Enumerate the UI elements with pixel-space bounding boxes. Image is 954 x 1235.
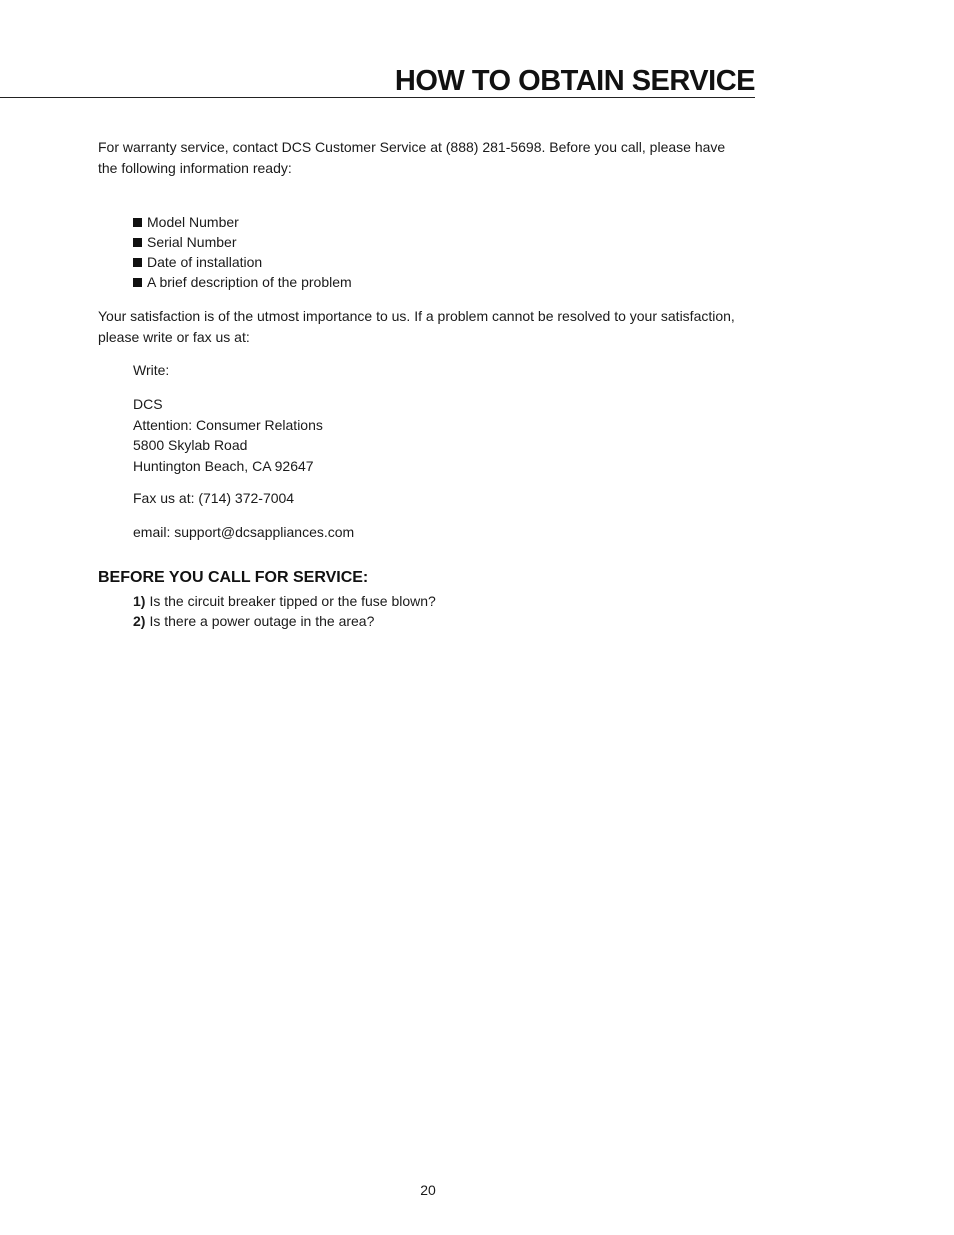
list-item-label: Serial Number <box>147 234 237 250</box>
email-address: email: support@dcsappliances.com <box>133 524 355 540</box>
square-bullet-icon <box>133 278 142 287</box>
checklist-item <box>133 611 436 631</box>
before-service-heading: BEFORE YOU CALL FOR SERVICE: <box>98 569 369 586</box>
checklist-item-text: Is the circuit breaker tipped or the fuse blown? <box>149 593 436 609</box>
list-item-label: Model Number <box>147 214 239 230</box>
before-service-checklist <box>133 591 436 631</box>
checklist-item <box>133 591 436 611</box>
checklist-item-number: 1) <box>133 593 146 609</box>
address-line-street: 5800 Skylab Road <box>133 437 248 453</box>
list-item <box>133 232 352 252</box>
checklist-item-number: 2) <box>133 613 146 629</box>
address-line-city: Huntington Beach, CA 92647 <box>133 457 314 474</box>
fax-number: Fax us at: (714) 372-7004 <box>133 490 295 506</box>
list-item <box>133 272 352 292</box>
write-label: Write: <box>133 362 170 378</box>
required-info-list <box>133 212 352 292</box>
address-line-attention: Attention: Consumer Relations <box>133 416 323 433</box>
satisfaction-paragraph: Your satisfaction is of the utmost importance to us. If a problem cannot be resolved to your satisfaction, please write or fax us at: <box>98 308 735 345</box>
page-title: HOW TO OBTAIN SERVICE <box>394 65 755 97</box>
page-number: 20 <box>420 1182 436 1198</box>
title-rule <box>0 97 755 98</box>
mailing-address <box>133 394 323 476</box>
intro-paragraph: For warranty service, contact DCS Customer Service at (888) 281-5698. Before you call, please have the following information ready: <box>98 139 726 176</box>
square-bullet-icon <box>133 218 142 227</box>
list-item <box>133 212 352 232</box>
square-bullet-icon <box>133 238 142 247</box>
list-item-label: Date of installation <box>147 254 263 270</box>
checklist-item-text: Is there a power outage in the area? <box>149 613 375 629</box>
list-item <box>133 252 352 272</box>
address-line-company: DCS <box>133 396 163 412</box>
square-bullet-icon <box>133 258 142 267</box>
list-item-label: A brief description of the problem <box>147 274 352 290</box>
